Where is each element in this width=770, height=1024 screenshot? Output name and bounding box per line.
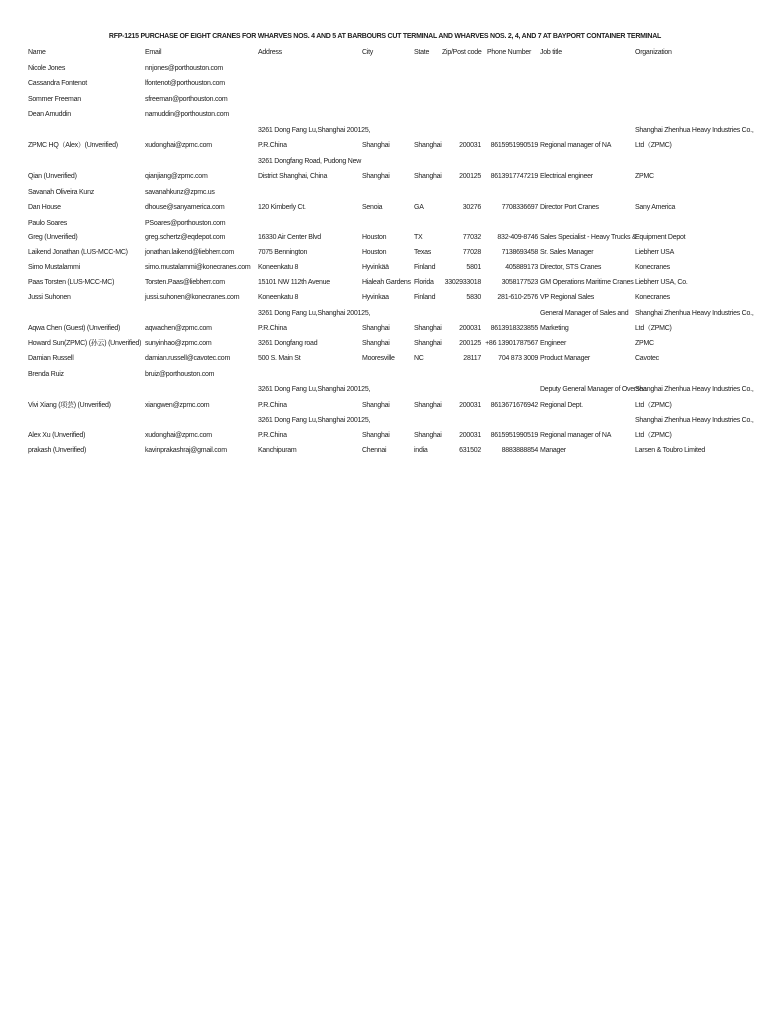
- cell-name: prakash (Unverified): [28, 447, 87, 454]
- cell-email: simo.mustalammi@konecranes.com: [145, 264, 251, 271]
- cell-zip: 77028: [462, 249, 481, 256]
- table-row: [0, 292, 770, 304]
- cell-state: Texas: [414, 249, 432, 256]
- cell-phone: 8883888854: [501, 447, 538, 454]
- cell-state: GA: [414, 204, 424, 211]
- cell-name: Dean Amuddin: [28, 111, 71, 118]
- cell-job-title: Sr. Sales Manager: [540, 249, 594, 256]
- cell-state: NC: [414, 355, 424, 362]
- header-email: Email: [145, 49, 162, 56]
- header-phone: Phone Number: [487, 49, 532, 56]
- cell-job-title: Regional manager of NA: [540, 142, 612, 149]
- cell-address: P.R.China: [258, 432, 287, 439]
- cell-state: Shanghai: [414, 173, 442, 180]
- cell-name: Dan House: [28, 204, 61, 211]
- cell-state: Shanghai: [414, 402, 442, 409]
- cell-organization: Konecranes: [635, 294, 670, 301]
- cell-city: Chennai: [362, 447, 387, 454]
- cell-zip: 30276: [462, 204, 481, 211]
- cell-job-title: Regional manager of NA: [540, 432, 612, 439]
- cell-phone: 7708336697: [501, 204, 538, 211]
- table-row: [0, 323, 770, 335]
- cell-name: Alex Xu (Unverified): [28, 432, 86, 439]
- cell-job-title: Engineer: [540, 340, 567, 347]
- cell-email: dhouse@sanyamerica.com: [145, 204, 225, 211]
- cell-address: 3261 Dong Fang Lu,Shanghai 200125,: [258, 417, 371, 424]
- cell-phone: 832-409-8746: [497, 234, 538, 241]
- cell-email: jonathan.laikend@liebherr.com: [145, 249, 234, 256]
- table-row: [0, 415, 770, 427]
- table-row: [0, 63, 770, 75]
- cell-address: 500 S. Main St: [258, 355, 301, 362]
- table-row: [0, 94, 770, 106]
- document-title: RFP-1215 PURCHASE OF EIGHT CRANES FOR WHARVES NOS. 4 AND 5 AT BARBOURS CUT TERMINAL AND WHARVES NOS. 2, 4, AND 7 AT BAYPORT CONTAINER TERMINAL: [108, 33, 662, 40]
- cell-organization: ZPMC: [635, 340, 654, 347]
- cell-address: Koneenkatu 8: [258, 294, 299, 301]
- cell-zip: 77032: [462, 234, 481, 241]
- table-row: [0, 247, 770, 259]
- cell-address: P.R.China: [258, 402, 287, 409]
- cell-state: Shanghai: [414, 432, 442, 439]
- cell-job-title: Regional Dept.: [540, 402, 583, 409]
- cell-organization: Cavotec: [635, 355, 659, 362]
- cell-phone: 8613918323855: [490, 325, 538, 332]
- cell-address: 15101 NW 112th Avenue: [258, 279, 330, 286]
- cell-address: Kanchipuram: [258, 447, 297, 454]
- cell-zip: 3302933018: [444, 279, 481, 286]
- cell-name: Savanah Oliveira Kunz: [28, 189, 94, 196]
- cell-organization: Ltd（ZPMC): [635, 142, 672, 149]
- cell-name: Cassandra Fontenot: [28, 80, 87, 87]
- cell-name: Paulo Soares: [28, 220, 68, 227]
- cell-job-title: Manager: [540, 447, 566, 454]
- cell-name: Qian (Unverified): [28, 173, 77, 180]
- cell-job-title: General Manager of Sales and: [540, 310, 629, 317]
- cell-email: aqwachen@zpmc.com: [145, 325, 212, 332]
- table-row: [0, 338, 770, 350]
- table-row: [0, 277, 770, 289]
- cell-organization: Shanghai Zhenhua Heavy Industries Co.,: [635, 386, 754, 393]
- cell-email: xudonghai@zpmc.com: [145, 142, 212, 149]
- cell-zip: 200031: [459, 432, 481, 439]
- table-row: [0, 140, 770, 152]
- cell-zip: 200031: [459, 142, 481, 149]
- cell-email: kavinprakashraj@gmail.com: [145, 447, 227, 454]
- cell-zip: 200125: [459, 173, 481, 180]
- cell-name: ZPMC HQ（Alex）(Unverified): [28, 142, 118, 149]
- cell-name: Greg (Unverified): [28, 234, 78, 241]
- cell-name: Damian Russell: [28, 355, 74, 362]
- cell-organization: Shanghai Zhenhua Heavy Industries Co.,: [635, 127, 754, 134]
- cell-zip: 200031: [459, 325, 481, 332]
- cell-state: Florida: [414, 279, 434, 286]
- cell-city: Hyvinkaa: [362, 294, 389, 301]
- cell-phone: 405889173: [505, 264, 538, 271]
- cell-email: greg.schertz@eqdepot.com: [145, 234, 226, 241]
- cell-city: Senoia: [362, 204, 383, 211]
- cell-organization: Larsen & Toubro Limited: [635, 447, 705, 454]
- cell-job-title: GM Operations Maritime Cranes: [540, 279, 634, 286]
- cell-zip: 200031: [459, 402, 481, 409]
- table-row: [0, 187, 770, 199]
- cell-email: jussi.suhonen@konecranes.com: [145, 294, 240, 301]
- table-row: [0, 400, 770, 412]
- cell-name: Vivi Xiang (项芸) (Unverified): [28, 402, 111, 409]
- cell-organization: Shanghai Zhenhua Heavy Industries Co.,: [635, 417, 754, 424]
- cell-name: Howard Sun(ZPMC) (孙云) (Unverified): [28, 340, 142, 347]
- header-state: State: [414, 49, 430, 56]
- cell-name: Sommer Freeman: [28, 96, 81, 103]
- cell-email: namuddin@porthouston.com: [145, 111, 229, 118]
- header-organization: Organization: [635, 49, 672, 56]
- cell-email: sunyinhao@zpmc.com: [145, 340, 212, 347]
- cell-organization: Sany America: [635, 204, 676, 211]
- table-row: [0, 384, 770, 396]
- cell-organization: Liebherr USA: [635, 249, 675, 256]
- cell-job-title: VP Regional Sales: [540, 294, 594, 301]
- cell-city: Shanghai: [362, 402, 390, 409]
- cell-state: Shanghai: [414, 142, 442, 149]
- table-header: [0, 47, 770, 59]
- cell-zip: 5801: [466, 264, 481, 271]
- table-row: [0, 369, 770, 381]
- cell-phone: 7138693458: [501, 249, 538, 256]
- cell-name: Paas Torsten (LUS-MCC-MC): [28, 279, 115, 286]
- cell-name: Aqwa Chen (Guest) (Unverified): [28, 325, 121, 332]
- cell-email: PSoares@porthouston.com: [145, 220, 226, 227]
- cell-organization: Ltd（ZPMC): [635, 325, 672, 332]
- cell-job-title: Electrical engineer: [540, 173, 593, 180]
- cell-address: 3261 Dongfang road: [258, 340, 318, 347]
- cell-city: Shanghai: [362, 340, 390, 347]
- cell-address: 120 Kimberly Ct.: [258, 204, 306, 211]
- cell-address: 3261 Dong Fang Lu,Shanghai 200125,: [258, 127, 371, 134]
- cell-state: Finland: [414, 294, 436, 301]
- cell-address: 3261 Dongfang Road, Pudong New: [258, 158, 362, 165]
- table-row: [0, 156, 770, 168]
- cell-email: xiangwen@zpmc.com: [145, 402, 210, 409]
- cell-city: Mooresville: [362, 355, 395, 362]
- cell-phone: 3058177523: [501, 279, 538, 286]
- cell-job-title: Sales Specialist - Heavy Trucks &: [540, 234, 637, 241]
- cell-zip: 28117: [463, 355, 481, 362]
- cell-phone: 8615951990519: [490, 432, 538, 439]
- cell-organization: Ltd（ZPMC): [635, 402, 672, 409]
- cell-zip: 5830: [466, 294, 481, 301]
- cell-email: savanahkunz@zpmc.us: [145, 189, 215, 196]
- table-row: [0, 353, 770, 365]
- cell-address: 16330 Air Center Blvd: [258, 234, 321, 241]
- cell-job-title: Product Manager: [540, 355, 590, 362]
- cell-address: 3261 Dong Fang Lu,Shanghai 200125,: [258, 386, 371, 393]
- cell-email: lfontenot@porthouston.com: [145, 80, 225, 87]
- cell-email: Torsten.Paas@liebherr.com: [145, 279, 225, 286]
- table-row: [0, 430, 770, 442]
- cell-phone: 8615951990519: [490, 142, 538, 149]
- cell-state: india: [414, 447, 428, 454]
- cell-city: Shanghai: [362, 325, 390, 332]
- table-row: [0, 109, 770, 121]
- cell-organization: Ltd（ZPMC): [635, 432, 672, 439]
- table-row: [0, 308, 770, 320]
- cell-state: Shanghai: [414, 340, 442, 347]
- cell-email: damian.russell@cavotec.com: [145, 355, 231, 362]
- cell-address: District Shanghai, China: [258, 173, 328, 180]
- cell-organization: Liebherr USA, Co.: [635, 279, 688, 286]
- cell-name: Laikend Jonathan (LUS-MCC-MC): [28, 249, 128, 256]
- cell-email: qianjiang@zpmc.com: [145, 173, 208, 180]
- cell-phone: 281-610-2576: [497, 294, 538, 301]
- header-job-title: Job title: [540, 49, 562, 56]
- cell-address: 7075 Bennington: [258, 249, 308, 256]
- cell-name: Simo Mustalammi: [28, 264, 80, 271]
- cell-job-title: Director Port Cranes: [540, 204, 599, 211]
- table-row: [0, 445, 770, 457]
- cell-organization: Shanghai Zhenhua Heavy Industries Co.,: [635, 310, 754, 317]
- table-row: [0, 262, 770, 274]
- cell-email: bruiz@porthouston.com: [145, 371, 215, 378]
- header-city: City: [362, 49, 374, 56]
- cell-city: Shanghai: [362, 142, 390, 149]
- cell-zip: 631502: [459, 447, 481, 454]
- cell-name: Nicole Jones: [28, 65, 66, 72]
- cell-email: xudonghai@zpmc.com: [145, 432, 212, 439]
- cell-phone: 8613671676942: [490, 402, 538, 409]
- header-zip: Zip/Post code: [442, 49, 482, 56]
- cell-city: Hialeah Gardens: [362, 279, 411, 286]
- cell-address: P.R.China: [258, 142, 287, 149]
- cell-phone: 8613917747219: [490, 173, 538, 180]
- cell-state: TX: [414, 234, 423, 241]
- header-name: Name: [28, 49, 46, 56]
- cell-address: 3261 Dong Fang Lu,Shanghai 200125,: [258, 310, 371, 317]
- cell-job-title: Director, STS Cranes: [540, 264, 602, 271]
- cell-city: Shanghai: [362, 173, 390, 180]
- cell-job-title: Marketing: [540, 325, 569, 332]
- cell-phone: +86 13901787567: [485, 340, 538, 347]
- cell-email: nnjones@porthouston.com: [145, 65, 224, 72]
- cell-city: Houston: [362, 234, 387, 241]
- cell-email: sfreeman@porthouston.com: [145, 96, 228, 103]
- cell-phone: 704 873 3009: [498, 355, 538, 362]
- cell-name: Jussi Suhonen: [28, 294, 71, 301]
- cell-city: Shanghai: [362, 432, 390, 439]
- cell-state: Finland: [414, 264, 436, 271]
- cell-state: Shanghai: [414, 325, 442, 332]
- cell-address: P.R.China: [258, 325, 287, 332]
- cell-city: Houston: [362, 249, 387, 256]
- cell-address: Koneenkatu 8: [258, 264, 299, 271]
- table-row: [0, 218, 770, 230]
- table-row: [0, 171, 770, 183]
- cell-organization: ZPMC: [635, 173, 654, 180]
- cell-zip: 200125: [459, 340, 481, 347]
- cell-organization: Equipment Depot: [635, 234, 686, 241]
- table-row: [0, 202, 770, 214]
- header-address: Address: [258, 49, 282, 56]
- table-row: [0, 78, 770, 90]
- cell-organization: Konecranes: [635, 264, 670, 271]
- cell-job-title: Deputy General Manager of Oversea: [540, 386, 647, 393]
- table-row: [0, 125, 770, 137]
- table-row: [0, 232, 770, 244]
- cell-city: Hyvinkää: [362, 264, 389, 271]
- cell-name: Brenda Ruiz: [28, 371, 64, 378]
